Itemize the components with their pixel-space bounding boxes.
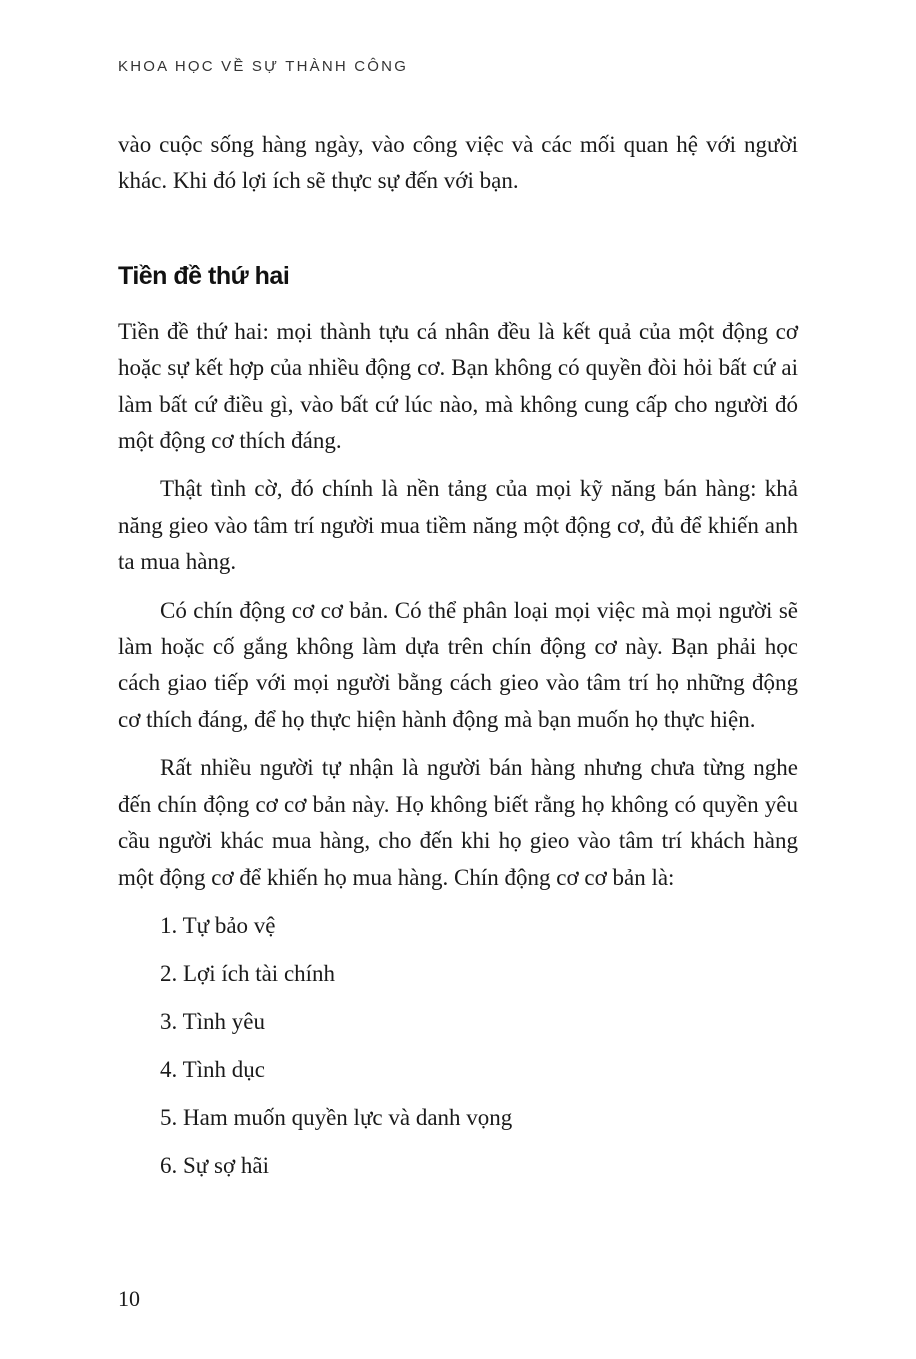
list-item: 2. Lợi ích tài chính <box>160 960 336 986</box>
list-item: 5. Ham muốn quyền lực và danh vọng <box>160 1104 513 1130</box>
page-number: 10 <box>118 1286 140 1311</box>
section-heading: Tiền đề thứ hai <box>118 261 290 290</box>
paragraph: Rất nhiều người tự nhận là người bán hàng nhưng chưa từng nghe đến chín động cơ cơ bản này. Họ không biết rằng họ không có quyền yêu cầu người khác mua hàng, cho đến khi họ gieo vào tâm trí khách hàng một động cơ để khiến họ mua hàng. Chín động cơ cơ bản là: <box>118 755 798 890</box>
intro-paragraph: vào cuộc sống hàng ngày, vào công việc và các mối quan hệ với người khác. Khi đó lợi ích sẽ thực sự đến với bạn. <box>118 132 798 194</box>
list-item: 1. Tự bảo vệ <box>160 912 276 938</box>
page-body <box>118 127 798 1196</box>
paragraph: Tiền đề thứ hai: mọi thành tựu cá nhân đều là kết quả của một động cơ hoặc sự kết hợp của nhiều động cơ. Bạn không có quyền đòi hỏi bất cứ ai làm bất cứ điều gì, vào bất cứ lúc nào, mà không cung cấp cho người đó một động cơ thích đáng. <box>118 318 798 454</box>
list-item: 6. Sự sợ hãi <box>160 1152 269 1178</box>
paragraph: Thật tình cờ, đó chính là nền tảng của mọi kỹ năng bán hàng: khả năng gieo vào tâm trí người mua tiềm năng một động cơ, đủ để khiến anh ta mua hàng. <box>118 476 798 575</box>
paragraph: Có chín động cơ cơ bản. Có thể phân loại mọi việc mà mọi người sẽ làm hoặc cố gắng không làm dựa trên chín động cơ này. Bạn phải học cách giao tiếp với mọi người bằng cách gieo vào tâm trí họ những động cơ thích đáng, để họ thực hiện hành động mà bạn muốn họ thực hiện. <box>118 597 798 732</box>
list-item: 4. Tình dục <box>160 1056 265 1082</box>
motives-list <box>118 908 798 1184</box>
list-item: 3. Tình yêu <box>160 1008 265 1034</box>
running-header: KHOA HỌC VỀ SỰ THÀNH CÔNG <box>118 58 409 75</box>
